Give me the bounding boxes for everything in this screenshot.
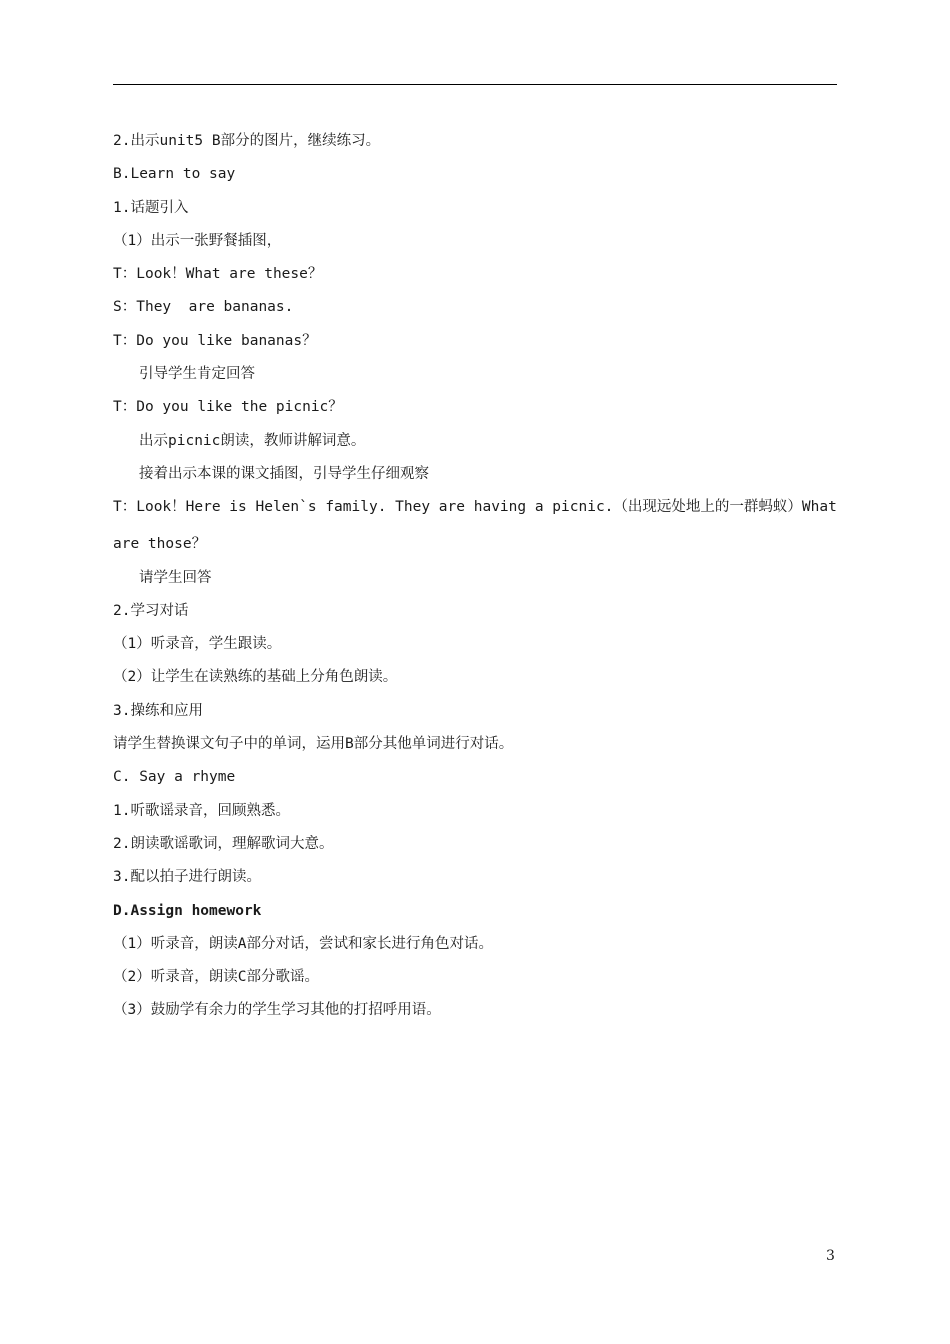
- text-line: B.Learn to say: [113, 166, 236, 183]
- text-line: 出示picnic朗读，教师讲解词意。: [139, 432, 366, 449]
- text-line: are those？: [113, 536, 207, 553]
- text-line: 2.学习对话: [113, 602, 189, 619]
- document-body: [113, 125, 843, 1028]
- text-line: （2）让学生在读熟练的基础上分角色朗读。: [113, 669, 398, 686]
- text-line: 1.听歌谣录音，回顾熟悉。: [113, 802, 290, 819]
- text-line: T：Look！What are these？: [113, 266, 323, 283]
- text-line: 接着出示本课的课文插图，引导学生仔细观察: [139, 465, 429, 482]
- text-line: （1）听录音，朗读A部分对话，尝试和家长进行角色对话。: [113, 935, 493, 952]
- text-line: 1.话题引入: [113, 199, 189, 216]
- text-line: S：They are bananas.: [113, 299, 294, 316]
- text-line: （1）听录音，学生跟读。: [113, 636, 282, 653]
- header-rule: [113, 84, 837, 85]
- page-number: 3: [826, 1248, 835, 1264]
- text-line: 2.朗读歌谣歌词，理解歌词大意。: [113, 835, 334, 852]
- text-line: T：Do you like the picnic？: [113, 399, 343, 416]
- text-line: 请学生回答: [139, 569, 212, 586]
- text-line: （1）出示一张野餐插图，: [113, 232, 282, 249]
- text-line: 3.操练和应用: [113, 702, 203, 719]
- text-line: T：Look！Here is Helen`s family. They are having a picnic.（出现远处地上的一群蚂蚁）What: [113, 499, 837, 516]
- text-line: 引导学生肯定回答: [139, 366, 255, 383]
- text-line: 2.出示unit5 B部分的图片，继续练习。: [113, 133, 381, 149]
- text-line: （2）听录音，朗读C部分歌谣。: [113, 969, 319, 986]
- text-line: D.Assign homework: [113, 902, 262, 919]
- text-line: 请学生替换课文句子中的单词，运用B部分其他单词进行对话。: [113, 736, 514, 753]
- text-line: 3.配以拍子进行朗读。: [113, 869, 261, 886]
- text-line: T：Do you like bananas？: [113, 332, 317, 349]
- text-line: （3）鼓励学有余力的学生学习其他的打招呼用语。: [113, 1002, 441, 1019]
- text-line: C. Say a rhyme: [113, 769, 236, 786]
